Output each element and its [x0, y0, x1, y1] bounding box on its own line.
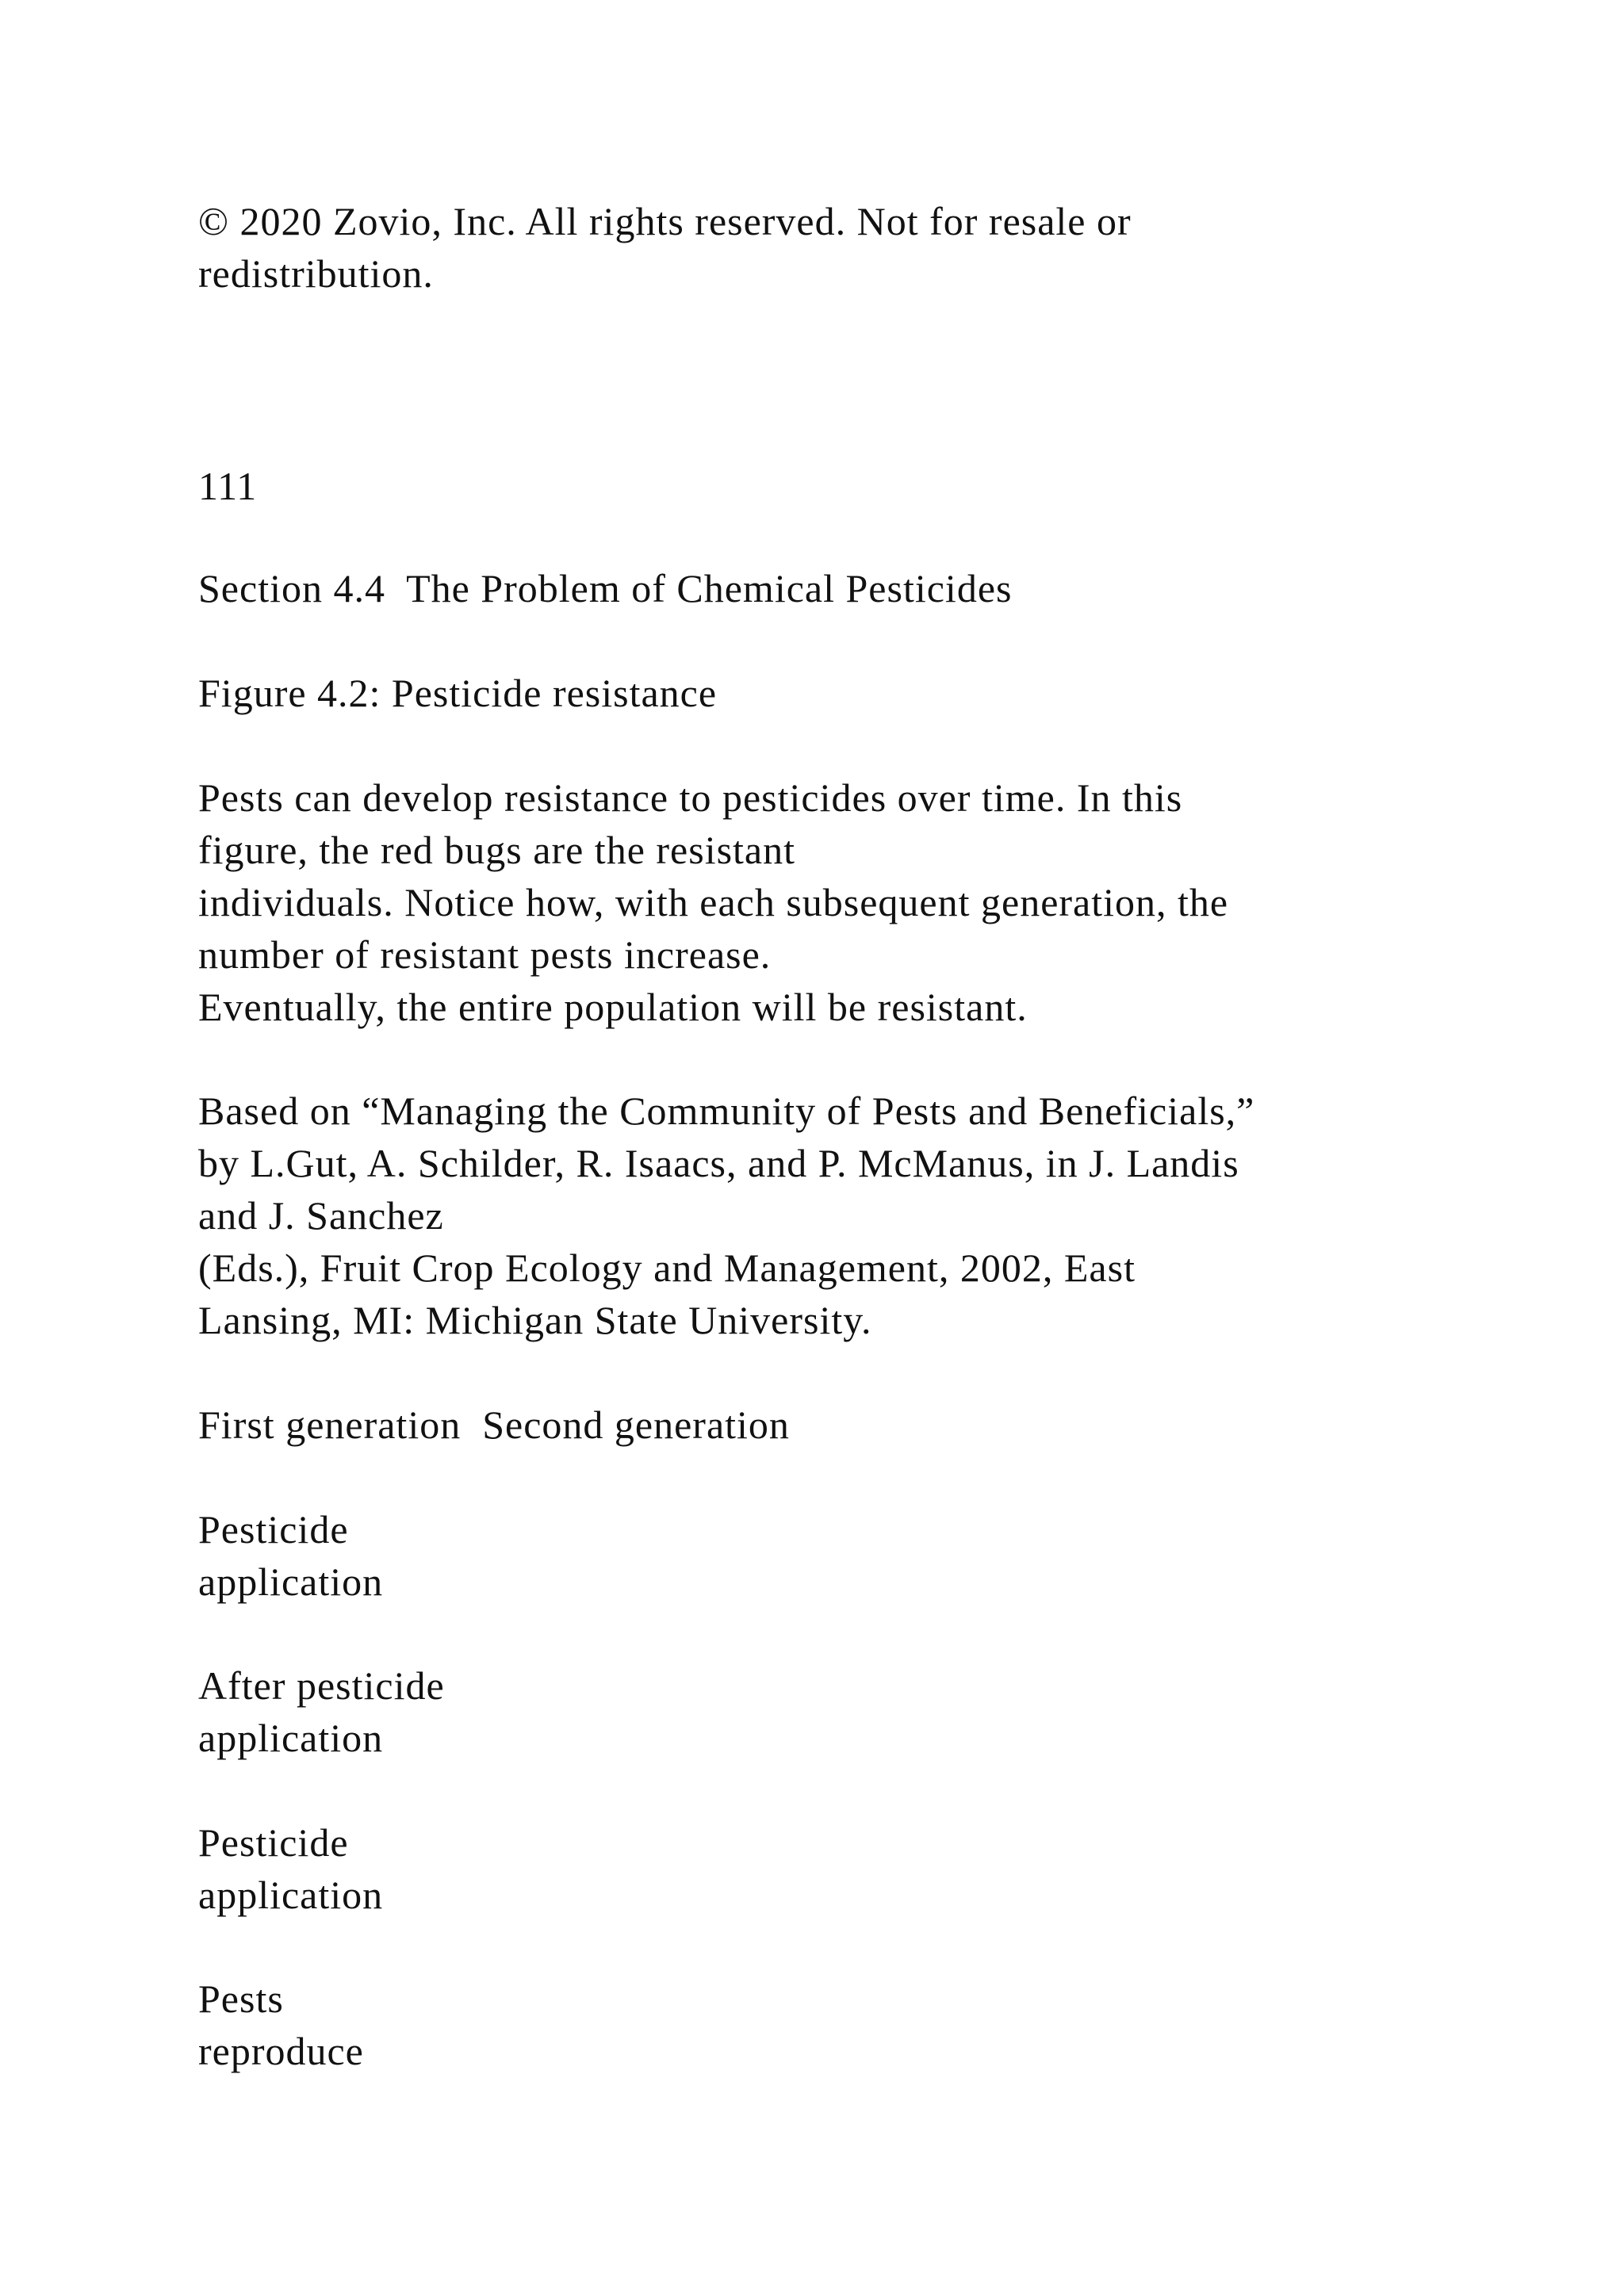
caption-line-5: Eventually, the entire population will be resistant. [198, 985, 1028, 1029]
copyright-line-2: redistribution. [198, 251, 434, 296]
source-line-2: by L.Gut, A. Schilder, R. Isaacs, and P. McManus, in J. Landis [198, 1141, 1239, 1185]
source-line-4: (Eds.), Fruit Crop Ecology and Management, 2002, East [198, 1246, 1136, 1290]
copyright-line-1: © 2020 Zovio, Inc. All rights reserved. Not for resale or [198, 199, 1132, 243]
caption-line-2: figure, the red bugs are the resistant [198, 828, 796, 872]
figure-label-pests-reproduce-line-2: reproduce [198, 2029, 364, 2073]
figure-label-generations: First generation Second generation [198, 1402, 790, 1447]
source-line-3: and J. Sanchez [198, 1193, 444, 1238]
figure-label-pesticide-application-2-line-1: Pesticide [198, 1820, 349, 1865]
page-number: 111 [198, 464, 258, 508]
section-title: Section 4.4 The Problem of Chemical Pesticides [198, 566, 1013, 610]
caption-line-3: individuals. Notice how, with each subsequent generation, the [198, 880, 1229, 924]
caption-line-4: number of resistant pests increase. [198, 932, 772, 977]
figure-label-pesticide-application-1-line-1: Pesticide [198, 1507, 349, 1552]
caption-line-1: Pests can develop resistance to pesticides over time. In this [198, 775, 1183, 820]
source-line-1: Based on “Managing the Community of Pests and Beneficials,” [198, 1089, 1255, 1133]
figure-label-after-pesticide-line-1: After pesticide [198, 1663, 445, 1708]
figure-label-after-pesticide-line-2: application [198, 1716, 384, 1760]
figure-label-pesticide-application-2-line-2: application [198, 1873, 384, 1917]
figure-label-pests-reproduce-line-1: Pests [198, 1976, 284, 2021]
figure-label-pesticide-application-1-line-2: application [198, 1559, 384, 1604]
figure-title: Figure 4.2: Pesticide resistance [198, 671, 718, 715]
source-line-5: Lansing, MI: Michigan State University. [198, 1298, 872, 1342]
